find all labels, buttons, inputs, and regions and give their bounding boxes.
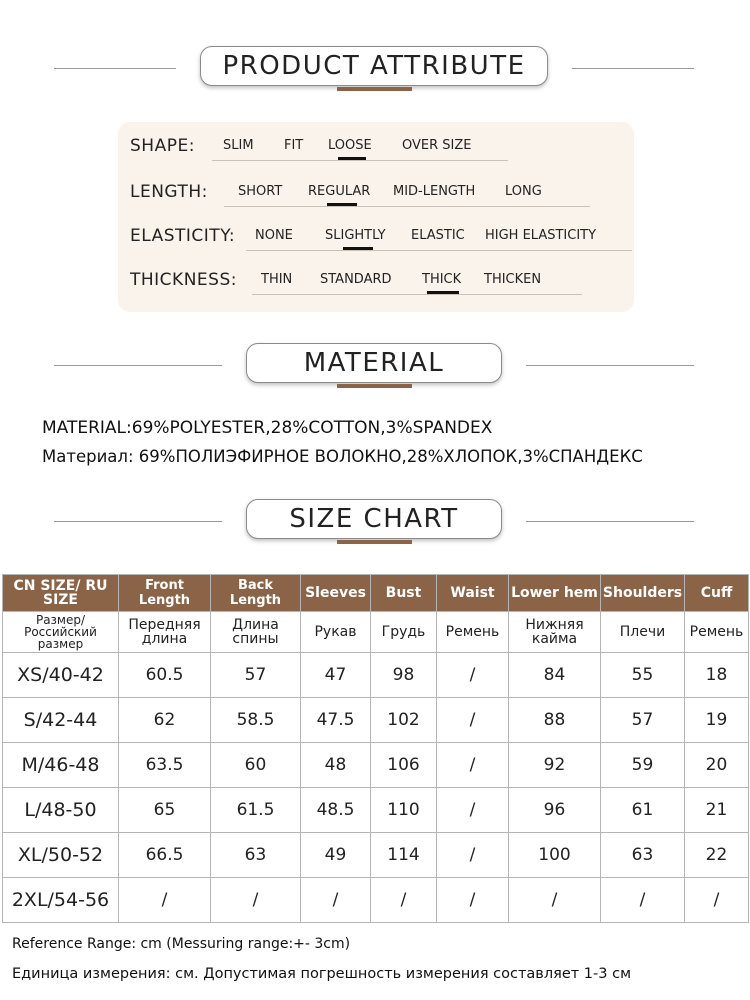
table-cell: / bbox=[371, 878, 437, 923]
attribute-option-selected: SLIGHTLY bbox=[325, 228, 386, 243]
attribute-option: STANDARD bbox=[320, 272, 392, 287]
header-cell: Плечи bbox=[601, 612, 685, 653]
table-cell: 106 bbox=[371, 743, 437, 788]
header-cell: Back Length bbox=[211, 575, 301, 612]
table-cell: 47 bbox=[301, 653, 371, 698]
table-cell: 18 bbox=[685, 653, 749, 698]
header-cell: Размер/ Российский размер bbox=[3, 612, 119, 653]
table-cell: 100 bbox=[509, 833, 601, 878]
attribute-option: SLIM bbox=[223, 138, 254, 153]
divider-left bbox=[54, 365, 222, 366]
table-cell: 110 bbox=[371, 788, 437, 833]
attribute-option: HIGH ELASTICITY bbox=[485, 228, 597, 243]
title-accent bbox=[337, 384, 412, 388]
divider-right bbox=[572, 68, 694, 69]
header-cell: Ремень bbox=[685, 612, 749, 653]
size-cell: L/48-50 bbox=[3, 788, 119, 833]
table-cell: 61 bbox=[601, 788, 685, 833]
divider-right bbox=[526, 365, 694, 366]
attribute-option: LONG bbox=[505, 184, 542, 199]
table-row bbox=[3, 698, 749, 743]
attribute-option-selected: REGULAR bbox=[308, 184, 371, 199]
table-cell: 19 bbox=[685, 698, 749, 743]
table-row bbox=[3, 878, 749, 923]
divider-right bbox=[526, 521, 694, 522]
table-cell: 22 bbox=[685, 833, 749, 878]
header-cell: Нижняя кайма bbox=[509, 612, 601, 653]
attribute-underline bbox=[252, 294, 582, 295]
size-table bbox=[2, 574, 749, 923]
header-cell: Bust bbox=[371, 575, 437, 612]
size-cell: XS/40-42 bbox=[3, 653, 119, 698]
table-header-en bbox=[3, 575, 749, 612]
attribute-underline bbox=[224, 206, 590, 207]
attribute-option: NONE bbox=[255, 228, 293, 243]
attribute-label: THICKNESS: bbox=[130, 270, 237, 290]
title-accent bbox=[337, 540, 412, 544]
table-cell: 57 bbox=[211, 653, 301, 698]
header-cell: Sleeves bbox=[301, 575, 371, 612]
attribute-label: SHAPE: bbox=[130, 136, 195, 156]
table-cell: / bbox=[509, 878, 601, 923]
table-cell: 102 bbox=[371, 698, 437, 743]
table-cell: 57 bbox=[601, 698, 685, 743]
table-cell: / bbox=[437, 878, 509, 923]
table-cell: 20 bbox=[685, 743, 749, 788]
selected-marker bbox=[338, 157, 366, 160]
table-row bbox=[3, 788, 749, 833]
selected-marker bbox=[343, 247, 373, 250]
reference-note-en: Reference Range: cm (Messuring range:+- 3cm) bbox=[12, 936, 351, 952]
table-cell: 58.5 bbox=[211, 698, 301, 743]
divider-left bbox=[54, 521, 222, 522]
table-cell: / bbox=[685, 878, 749, 923]
table-cell: / bbox=[119, 878, 211, 923]
table-cell: / bbox=[211, 878, 301, 923]
header-cell: Рукав bbox=[301, 612, 371, 653]
table-cell: 62 bbox=[119, 698, 211, 743]
table-row bbox=[3, 833, 749, 878]
table-cell: / bbox=[601, 878, 685, 923]
header-cell: Длина спины bbox=[211, 612, 301, 653]
table-cell: 49 bbox=[301, 833, 371, 878]
size-cell: S/42-44 bbox=[3, 698, 119, 743]
table-cell: 84 bbox=[509, 653, 601, 698]
table-cell: 48 bbox=[301, 743, 371, 788]
header-cell: Ремень bbox=[437, 612, 509, 653]
table-cell: 63 bbox=[211, 833, 301, 878]
table-cell: 66.5 bbox=[119, 833, 211, 878]
attribute-option: MID-LENGTH bbox=[393, 184, 476, 199]
material-ru: Материал: 69%ПОЛИЭФИРНОЕ ВОЛОКНО,28%ХЛОПОК,3%СПАНДЕКС bbox=[42, 447, 643, 466]
attribute-option-selected: LOOSE bbox=[328, 138, 372, 153]
table-cell: 47.5 bbox=[301, 698, 371, 743]
attribute-option: THICKEN bbox=[484, 272, 542, 287]
header-cell: Shoulders bbox=[601, 575, 685, 612]
attribute-label: LENGTH: bbox=[130, 182, 208, 202]
table-cell: 61.5 bbox=[211, 788, 301, 833]
table-cell: 96 bbox=[509, 788, 601, 833]
attribute-underline bbox=[246, 250, 632, 251]
table-cell: / bbox=[437, 653, 509, 698]
table-cell: 65 bbox=[119, 788, 211, 833]
table-cell: 21 bbox=[685, 788, 749, 833]
size-chart-header bbox=[0, 499, 750, 545]
attribute-option: FIT bbox=[284, 138, 304, 153]
table-row bbox=[3, 653, 749, 698]
table-cell: / bbox=[437, 788, 509, 833]
table-cell: 92 bbox=[509, 743, 601, 788]
table-row bbox=[3, 743, 749, 788]
attribute-panel bbox=[118, 122, 634, 312]
attribute-option: SHORT bbox=[238, 184, 283, 199]
table-cell: / bbox=[437, 698, 509, 743]
product-attribute-title: PRODUCT ATTRIBUTE bbox=[200, 46, 548, 86]
table-cell: 63 bbox=[601, 833, 685, 878]
header-cell: Waist bbox=[437, 575, 509, 612]
attribute-option: THIN bbox=[261, 272, 293, 287]
material-header bbox=[0, 343, 750, 389]
table-cell: 114 bbox=[371, 833, 437, 878]
header-cell: Передняя длина bbox=[119, 612, 211, 653]
table-cell: / bbox=[437, 743, 509, 788]
reference-note-ru: Единица измерения: см. Допустимая погрешность измерения составляет 1-3 см bbox=[12, 966, 632, 982]
material-title: MATERIAL bbox=[246, 343, 502, 383]
table-cell: 98 bbox=[371, 653, 437, 698]
attribute-underline bbox=[212, 160, 508, 161]
attribute-label: ELASTICITY: bbox=[130, 226, 236, 246]
attribute-option-selected: THICK bbox=[422, 272, 462, 287]
table-cell: 48.5 bbox=[301, 788, 371, 833]
header-cell: Cuff bbox=[685, 575, 749, 612]
attribute-option: OVER SIZE bbox=[402, 138, 472, 153]
selected-marker bbox=[427, 291, 459, 294]
table-cell: / bbox=[437, 833, 509, 878]
size-cell: XL/50-52 bbox=[3, 833, 119, 878]
table-cell: 60 bbox=[211, 743, 301, 788]
table-cell: 60.5 bbox=[119, 653, 211, 698]
material-en: MATERIAL:69%POLYESTER,28%COTTON,3%SPANDEX bbox=[42, 418, 493, 438]
selected-marker bbox=[327, 203, 357, 206]
product-attribute-header bbox=[0, 46, 750, 92]
header-cell: Грудь bbox=[371, 612, 437, 653]
size-cell: 2XL/54-56 bbox=[3, 878, 119, 923]
divider-left bbox=[54, 68, 176, 69]
table-cell: 55 bbox=[601, 653, 685, 698]
header-cell: Lower hem bbox=[509, 575, 601, 612]
size-cell: M/46-48 bbox=[3, 743, 119, 788]
header-cell: CN SIZE/ RU SIZE bbox=[3, 575, 119, 612]
table-cell: 59 bbox=[601, 743, 685, 788]
table-cell: 88 bbox=[509, 698, 601, 743]
size-chart-title: SIZE CHART bbox=[246, 499, 502, 539]
title-accent bbox=[337, 87, 412, 91]
header-cell: Front Length bbox=[119, 575, 211, 612]
table-cell: / bbox=[301, 878, 371, 923]
attribute-option: ELASTIC bbox=[411, 228, 465, 243]
table-header-ru bbox=[3, 612, 749, 653]
table-cell: 63.5 bbox=[119, 743, 211, 788]
